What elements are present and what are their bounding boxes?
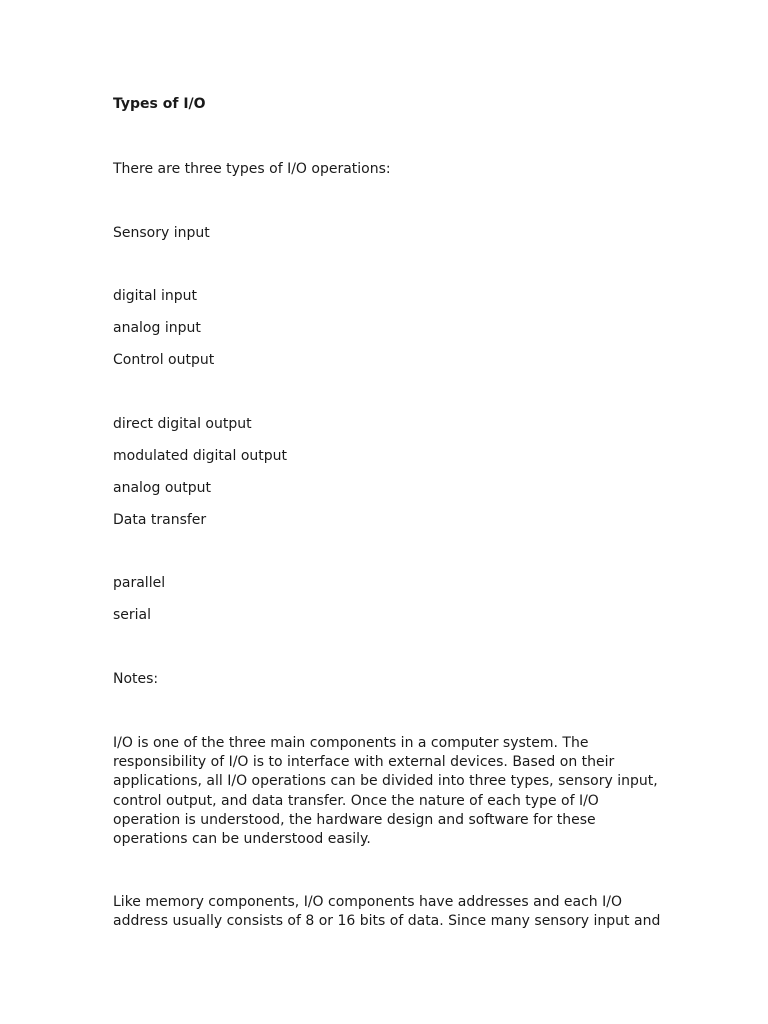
- notes-paragraph-2: [113, 893, 673, 931]
- list-item: serial: [113, 607, 152, 623]
- paragraph-line: Like memory components, I/O components have addresses and each I/O: [113, 894, 622, 910]
- paragraph-line: responsibility of I/O is to interface with external devices. Based on their: [113, 754, 615, 771]
- paragraph-line: control output, and data transfer. Once the nature of each type of I/O: [113, 792, 599, 809]
- list-item: parallel: [113, 575, 166, 591]
- list-item: direct digital output: [113, 416, 252, 432]
- section-heading-sensory-input: Sensory input: [113, 225, 210, 241]
- notes-label: Notes:: [113, 671, 159, 687]
- list-item: analog output: [113, 480, 211, 496]
- paragraph-line: applications, all I/O operations can be divided into three types, sensory input,: [113, 773, 658, 790]
- paragraph-line: I/O is one of the three main components in a computer system. The: [113, 735, 589, 751]
- document-title: Types of I/O: [113, 96, 206, 112]
- list-item: modulated digital output: [113, 448, 288, 464]
- list-item: analog input: [113, 320, 201, 336]
- section-heading-control-output: Control output: [113, 352, 215, 368]
- paragraph-line: operations can be understood easily.: [113, 831, 371, 848]
- notes-paragraph-1: [113, 734, 673, 849]
- paragraph-line: operation is understood, the hardware design and software for these: [113, 811, 596, 828]
- list-item: digital input: [113, 288, 197, 304]
- paragraph-line: address usually consists of 8 or 16 bits of data. Since many sensory input and: [113, 913, 661, 930]
- intro-text: There are three types of I/O operations:: [113, 161, 391, 177]
- section-heading-data-transfer: Data transfer: [113, 512, 207, 528]
